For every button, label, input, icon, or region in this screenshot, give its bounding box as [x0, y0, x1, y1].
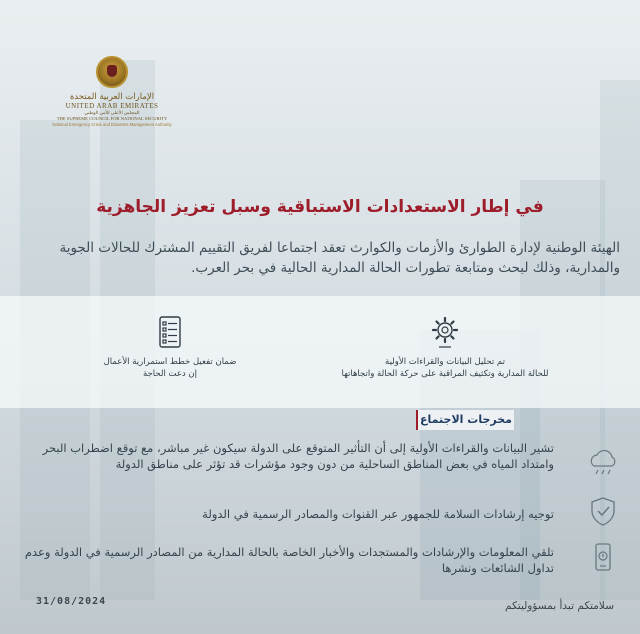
- shield-icon: [586, 494, 620, 532]
- logo-arabic-text: الإمارات العربية المتحدة: [69, 92, 155, 102]
- footer-date: 31/08/2024: [36, 596, 107, 607]
- logo-authority-text: National Emergency Crisis and Disasters Management Authority: [52, 122, 172, 127]
- feature-continuity-line1: ضمان تفعيل خطط استمرارية الأعمال: [103, 357, 237, 367]
- page-title: في إطار الاستعدادات الاستباقية وسبل تعزيز الجاهزية: [96, 197, 544, 217]
- logo-council-english: THE SUPREME COUNCIL FOR NATIONAL SECURITY: [56, 116, 168, 121]
- outcome-item: توجيه إرشادات السلامة للجمهور عبر القنوات والمصادر الرسمية في الدولة: [202, 507, 554, 521]
- feature-continuity: [70, 314, 270, 380]
- footer-slogan: سلامتكم تبدأ بمسؤوليتكم: [504, 600, 614, 612]
- feature-analysis: [330, 314, 560, 380]
- phone-alert-icon: [586, 540, 620, 578]
- authority-logo: [52, 56, 172, 126]
- feature-analysis-line2: للحالة المدارية وتكثيف المراقبة على حركة الحالة واتجاهاتها: [341, 369, 549, 379]
- intro-paragraph: الهيئة الوطنية لإدارة الطوارئ والأزمات والكوارث تعقد اجتماعا لفريق التقييم المشترك للحالات الجوية والمدارية، وذلك لبحث ومتابعة تطورات الحالة المدارية الحالية في بحر العرب.: [59, 240, 620, 276]
- logo-english-text: UNITED ARAB EMIRATES: [65, 102, 159, 110]
- checklist-icon: [152, 314, 188, 350]
- feature-continuity-line2: إن دعت الحاجة: [142, 369, 198, 379]
- feature-analysis-line1: تم تحليل البيانات والقراءات الأولية: [385, 357, 505, 367]
- features-band: [0, 296, 640, 408]
- logo-council-arabic: المجلس الأعلى للأمن الوطني: [84, 110, 140, 115]
- weather-icon: [586, 444, 620, 482]
- emblem-icon: [96, 56, 128, 88]
- gear-icon: [427, 314, 463, 350]
- outcome-item: تشير البيانات والقراءات الأولية إلى أن التأثير المتوقع على الدولة سيكون غير مباشر، مع توقع اضطراب البحر وامتداد المياه في بعض المناطق الساحلية من دون وجود مؤشرات قد تؤثر على مناطق الدولة: [42, 441, 554, 471]
- outcomes-heading: مخرجات الاجتماع: [416, 410, 514, 430]
- outcome-item: تلقي المعلومات والإرشادات والمستجدات والأخبار الخاصة بالحالة المدارية من المصادر الرسمية في الدولة وعدم تداول الشائعات ونشرها: [24, 545, 554, 575]
